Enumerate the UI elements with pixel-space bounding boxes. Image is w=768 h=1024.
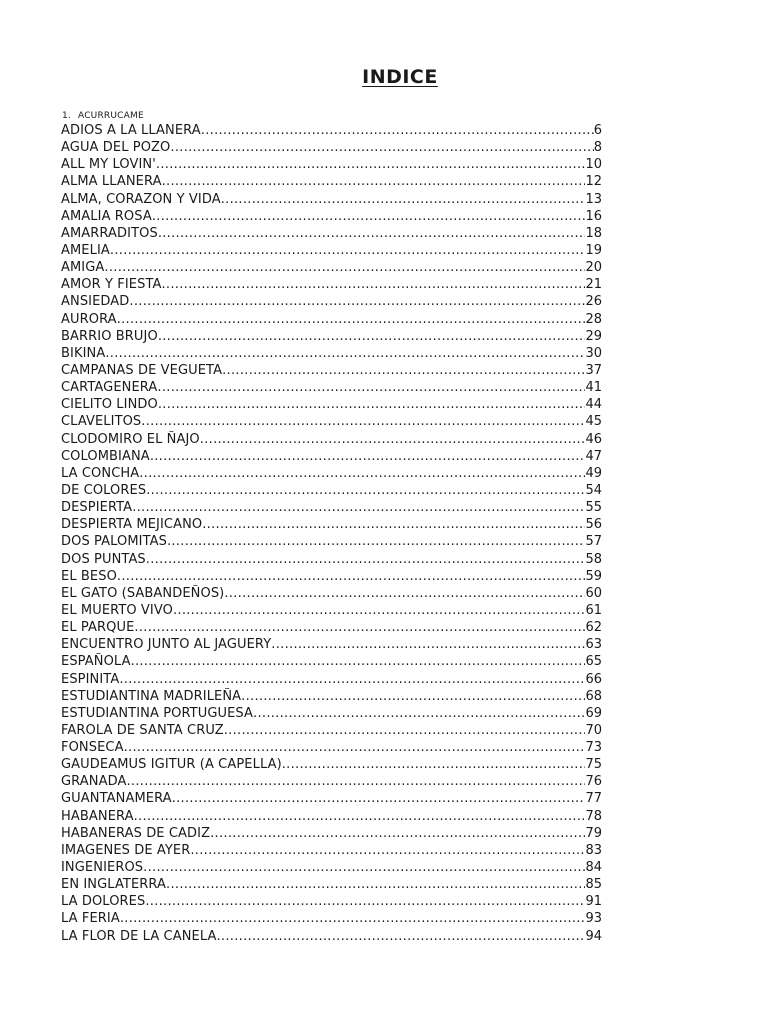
toc-entry-page-number: 57 [585,534,602,550]
toc-entry [61,465,602,482]
toc-dot-leader [105,345,585,362]
toc-entry-title: GUANTANAMERA [61,791,172,807]
toc-entry-title: ANSIEDAD [61,294,130,310]
toc-entry [61,242,602,259]
toc-entry [61,602,602,619]
toc-entry [61,859,602,876]
toc-dot-leader [271,636,585,653]
toc-dot-leader [126,773,585,790]
toc-entry-page-number: 94 [585,928,602,944]
toc-entry-title: ALMA, CORAZON Y VIDA [61,191,221,207]
toc-entry-page-number: 37 [585,362,602,378]
toc-entry [61,808,602,825]
toc-dot-leader [132,499,585,516]
toc-entry-title: ALL MY LOVIN' [61,157,156,173]
toc-entry-page-number: 8 [593,140,602,156]
toc-entry-title: DESPIERTA MEJICANO [61,517,203,533]
toc-entry-title: GAUDEAMUS IGITUR (A CAPELLA) [61,757,282,773]
toc-entry-page-number: 45 [585,414,602,430]
toc-entry-title: EL BESO [61,568,117,584]
toc-dot-leader [124,739,586,756]
toc-entry [61,790,602,807]
toc-dot-leader [158,225,586,242]
toc-entry-title: AMOR Y FIESTA [61,277,162,293]
toc-dot-leader [152,208,586,225]
table-of-contents [61,122,602,945]
toc-entry [61,893,602,910]
toc-entry [61,705,602,722]
toc-entry-title: AMARRADITOS [61,225,158,241]
toc-entry-page-number: 59 [585,568,602,584]
toc-entry-title: ESPINITA [61,671,120,687]
toc-entry-page-number: 46 [585,431,602,447]
toc-entry [61,773,602,790]
toc-entry-page-number: 76 [585,774,602,790]
toc-entry-title: AMELIA [61,242,110,258]
toc-entry-title: DOS PALOMITAS [61,534,167,550]
toc-entry [61,636,602,653]
toc-dot-leader [145,893,585,910]
toc-entry-page-number: 68 [585,688,602,704]
toc-entry-page-number: 70 [585,722,602,738]
toc-entry-title: EL GATO (SABANDEÑOS) [61,585,225,601]
toc-entry-title: EL MUERTO VIVO [61,602,173,618]
toc-entry [61,585,602,602]
toc-entry-title: EN INGLATERRA [61,877,167,893]
toc-entry [61,499,602,516]
toc-entry-page-number: 21 [585,277,602,293]
toc-dot-leader [200,431,586,448]
toc-dot-leader [217,928,586,945]
toc-dot-leader [190,842,585,859]
toc-entry [61,910,602,927]
toc-dot-leader [134,619,585,636]
toc-entry [61,311,602,328]
toc-entry [61,328,602,345]
toc-entry-title: IMAGENES DE AYER [61,842,191,858]
toc-entry-page-number: 60 [585,585,602,601]
toc-entry-title: AGUA DEL POZO [61,140,171,156]
toc-entry-title: CAMPANAS DE VEGUETA [61,362,223,378]
toc-entry-title: ENCUENTRO JUNTO AL JAGUERY [61,637,272,653]
toc-entry [61,928,602,945]
toc-entry [61,568,602,585]
toc-entry-title: DESPIERTA [61,500,133,516]
toc-entry-title: LA DOLORES [61,894,146,910]
toc-entry-title: AMALIA ROSA [61,208,152,224]
toc-entry [61,122,602,139]
toc-dot-leader [146,551,586,568]
toc-entry-title: LA CONCHA [61,465,140,481]
toc-entry [61,139,602,156]
toc-entry [61,259,602,276]
toc-entry-page-number: 16 [585,208,602,224]
toc-entry-page-number: 49 [585,465,602,481]
toc-entry-page-number: 66 [585,671,602,687]
toc-dot-leader [173,602,586,619]
toc-entry-title: COLOMBIANA [61,448,150,464]
toc-dot-leader [162,173,586,190]
toc-entry [61,276,602,293]
toc-entry-page-number: 63 [585,637,602,653]
toc-first-item-label: ACURRUCAME [78,111,144,121]
toc-entry-page-number: 91 [585,894,602,910]
toc-dot-leader [110,242,586,259]
toc-entry [61,482,602,499]
toc-entry-page-number: 69 [585,705,602,721]
toc-entry-page-number: 56 [585,517,602,533]
toc-entry-page-number: 62 [585,620,602,636]
toc-entry [61,739,602,756]
toc-dot-leader [134,808,586,825]
toc-entry-title: EL PARQUE [61,620,135,636]
toc-entry-page-number: 44 [585,397,602,413]
toc-first-item-number: 1. [62,111,71,121]
toc-entry-page-number: 78 [585,808,602,824]
toc-dot-leader [119,671,585,688]
toc-entry-title: GRANADA [61,774,127,790]
toc-entry [61,379,602,396]
toc-dot-leader [156,156,586,173]
toc-entry-page-number: 93 [585,911,602,927]
toc-dot-leader [129,293,585,310]
toc-entry-title: HABANERAS DE CADIZ [61,825,211,841]
toc-dot-leader [282,756,586,773]
toc-entry-page-number: 55 [585,500,602,516]
toc-entry [61,362,602,379]
toc-entry-page-number: 61 [585,602,602,618]
toc-entry [61,173,602,190]
toc-entry-page-number: 6 [593,123,602,138]
toc-entry-page-number: 65 [585,654,602,670]
toc-entry-page-number: 26 [585,294,602,310]
toc-entry [61,876,602,893]
toc-entry-title: ESPAÑOLA [61,654,131,670]
toc-entry [61,825,602,842]
toc-entry [61,431,602,448]
toc-entry-title: ESTUDIANTINA PORTUGUESA [61,705,254,721]
toc-entry [61,225,602,242]
toc-dot-leader [222,362,585,379]
toc-entry-page-number: 29 [585,328,602,344]
toc-entry-page-number: 83 [585,842,602,858]
toc-entry-page-number: 47 [585,448,602,464]
toc-dot-leader [120,910,586,927]
toc-entry [61,688,602,705]
toc-entry [61,156,602,173]
toc-entry-page-number: 84 [585,860,602,876]
toc-dot-leader [143,859,585,876]
toc-dot-leader [166,876,585,893]
toc-entry [61,842,602,859]
toc-entry-title: CIELITO LINDO [61,397,158,413]
page-title: INDICE [362,66,438,88]
toc-entry-title: CLODOMIRO EL ÑAJO [61,431,200,447]
toc-entry-page-number: 10 [585,157,602,173]
toc-dot-leader [210,825,585,842]
toc-entry [61,551,602,568]
toc-entry-page-number: 75 [585,757,602,773]
toc-entry [61,191,602,208]
toc-entry [61,208,602,225]
toc-dot-leader [117,568,586,585]
toc-dot-leader [150,448,586,465]
toc-entry-page-number: 13 [585,191,602,207]
toc-dot-leader [201,122,594,139]
toc-entry-page-number: 28 [585,311,602,327]
toc-entry-title: CARTAGENERA [61,380,158,396]
toc-dot-leader [224,585,585,602]
toc-entry-page-number: 73 [585,740,602,756]
toc-entry [61,671,602,688]
toc-entry-page-number: 12 [585,174,602,190]
toc-dot-leader [167,533,585,550]
toc-dot-leader [104,259,585,276]
toc-entry-title: FONSECA [61,740,124,756]
toc-entry-title: FAROLA DE SANTA CRUZ [61,722,224,738]
toc-entry [61,413,602,430]
toc-first-item [62,111,144,121]
toc-entry-title: AMIGA [61,260,105,276]
toc-entry-title: LA FLOR DE LA CANELA [61,928,217,944]
toc-dot-leader [202,516,585,533]
toc-entry-page-number: 58 [585,551,602,567]
toc-dot-leader [157,379,585,396]
toc-dot-leader [158,328,586,345]
toc-entry-page-number: 20 [585,260,602,276]
toc-entry [61,345,602,362]
toc-dot-leader [141,413,585,430]
toc-entry [61,653,602,670]
toc-dot-leader [224,722,586,739]
toc-entry-page-number: 41 [585,380,602,396]
toc-entry [61,448,602,465]
toc-entry-title: CLAVELITOS [61,414,142,430]
toc-dot-leader [170,139,593,156]
toc-dot-leader [131,653,586,670]
toc-entry-page-number: 54 [585,482,602,498]
toc-dot-leader [146,482,585,499]
toc-entry-page-number: 77 [585,791,602,807]
toc-entry [61,516,602,533]
toc-entry [61,293,602,310]
toc-dot-leader [158,396,586,413]
toc-entry-title: DE COLORES [61,482,147,498]
toc-entry-page-number: 30 [585,345,602,361]
toc-dot-leader [241,688,585,705]
toc-entry-title: BARRIO BRUJO [61,328,158,344]
toc-entry-title: HABANERA [61,808,134,824]
toc-entry-page-number: 18 [585,225,602,241]
toc-entry-page-number: 85 [585,877,602,893]
toc-entry [61,619,602,636]
toc-dot-leader [172,790,586,807]
toc-entry-title: LA FERIA [61,911,120,927]
toc-dot-leader [161,276,585,293]
toc-entry [61,756,602,773]
toc-entry-title: ADIOS A LA LLANERA [61,123,201,138]
toc-entry [61,396,602,413]
toc-dot-leader [139,465,585,482]
toc-dot-leader [117,311,586,328]
toc-entry [61,533,602,550]
toc-entry-title: ESTUDIANTINA MADRILEÑA [61,688,242,704]
toc-entry-title: INGENIEROS [61,860,144,876]
toc-entry-page-number: 19 [585,242,602,258]
toc-entry-title: DOS PUNTAS [61,551,146,567]
toc-entry-title: AURORA [61,311,117,327]
toc-entry [61,722,602,739]
toc-dot-leader [253,705,585,722]
toc-dot-leader [221,191,586,208]
toc-entry-title: ALMA LLANERA [61,174,162,190]
toc-entry-title: BIKINA [61,345,106,361]
toc-entry-page-number: 79 [585,825,602,841]
